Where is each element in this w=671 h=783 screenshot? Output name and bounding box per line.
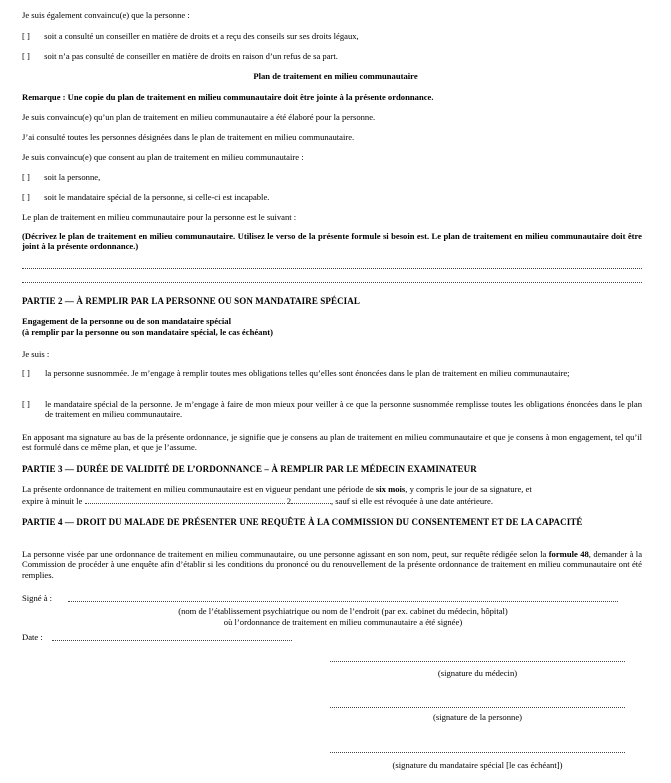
part2-subheading-note: (à remplir par la personne ou son mandataire spécial, le cas échéant) [22,327,273,337]
part2-agent-option: le mandataire spécial de la personne. Je m’engage à faire de mon mieux pour veiller à ce que la personne susnommée remplisse toutes les obligations énoncées dans le plan de traitement en milieu communautaire. [45,399,642,420]
expiry-year-field[interactable] [291,496,331,504]
plan-title: Plan de traitement en milieu communautaire [253,71,418,81]
expiry-date-field[interactable] [85,496,285,504]
checkbox[interactable]: [ ] [22,368,30,378]
part2-person-option: la personne susnommée. Je m’engage à remplir toutes mes obligations telles qu’elles sont énoncées dans le plan de traitement en milieu communautaire; [45,368,570,378]
form-48-reference: formule 48 [548,549,589,559]
consent-agent-option [22,192,269,202]
person-signature-field[interactable] [330,707,625,708]
signed-at-label: Signé à : [22,593,53,603]
validity-period: six mois [375,484,406,494]
part3-heading: PARTIE 3 — DURÉE DE VALIDITÉ DE L’ORDONNANCE – À REMPLIR PAR LE MÉDECIN EXAMINATEUR [22,464,477,474]
i-am-text: Je suis : [22,349,50,359]
expiry-text-end: , sauf si elle est révoquée à une date antérieure. [330,496,493,506]
person-signature-caption: (signature de la personne) [432,712,522,722]
doctor-signature-caption: (signature du médecin) [437,668,518,678]
part4-heading: PARTIE 4 — DROIT DU MALADE DE PRÉSENTER UNE REQUÊTE À LA COMMISSION DU CONSENTEMENT ET DE LA CAPACITÉ [22,517,583,527]
plan-description-line-2[interactable] [22,282,642,283]
checkbox[interactable]: [ ] [22,172,30,182]
validity-text-end: , y compris le jour de sa signature, et [405,484,532,494]
doctor-signature-field[interactable] [330,661,625,662]
part2-subheading: Engagement de la personne ou de son mandataire spécial [22,316,231,326]
plan-elaborated-text: Je suis convaincu(e) qu’un plan de traitement en milieu communautaire a été élaboré pour la personne. [22,112,376,122]
expiry-year-prefix: 2 [286,496,291,506]
not-consulted-option [22,51,338,61]
part2-signing-text: En apposant ma signature au bas de la présente ordonnance, je signifie que je consens au plan de traitement en milieu communautaire et que je consens à mon engagement, tel qu’il est formulé dans ce même plan, et que je l’assume. [22,432,642,453]
plan-remark: Remarque : Une copie du plan de traitement en milieu communautaire doit être jointe à la présente ordonnance. [22,92,434,102]
part2-agent-checkbox-row [22,399,42,409]
consent-agent-label: soit le mandataire spécial de la personne, si celle-ci est incapable. [44,192,270,202]
part4-text [22,549,642,580]
plan-describe-instruction: (Décrivez le plan de traitement en milieu communautaire. Utilisez le verso de la présente formule si besoin est. Le plan de traitement en milieu communautaire doit être joint à la présente ordonnance.) [22,231,642,252]
place-caption-line-2: où l’ordonnance de traitement en milieu communautaire a été signée) [223,617,463,627]
part2-heading: PARTIE 2 — À REMPLIR PAR LA PERSONNE OU SON MANDATAIRE SPÉCIAL [22,296,360,306]
agent-signature-field[interactable] [330,752,625,753]
checkbox[interactable]: [ ] [22,31,30,41]
convinced-also-text: Je suis également convaincu(e) que la personne : [22,10,190,20]
consent-person-label: soit la personne, [44,172,101,182]
part4-text-a: La personne visée par une ordonnance de traitement en milieu communautaire, ou une personne agissant en son nom, peut, sur requête rédigée selon la [22,549,549,559]
checkbox[interactable]: [ ] [22,399,30,409]
part3-line-1 [22,484,532,494]
consulted-option-label: soit a consulté un conseiller en matière de droits et a reçu des conseils sur ses droits légaux, [44,31,359,41]
plan-is-text: Le plan de traitement en milieu communautaire pour la personne est le suivant : [22,212,297,222]
consent-intro-text: Je suis convaincu(e) que consent au plan de traitement en milieu communautaire : [22,152,304,162]
checkbox[interactable]: [ ] [22,51,30,61]
signed-at-field[interactable] [68,601,618,602]
part3-line-2 [22,496,493,506]
date-field[interactable] [52,640,292,641]
part4-text-c: , demander à la Commission de procéder à une enquête afin d’établir si les conditions du prononcé ou du renouvellement de la présente ordonnance de traitement en milieu communautaire ont été remplies. [22,549,643,580]
agent-signature-caption: (signature du mandataire spécial [le cas échéant]) [392,760,563,770]
consent-person-option [22,172,100,182]
plan-description-line-1[interactable] [22,268,642,269]
consulted-all-text: J’ai consulté toutes les personnes désignées dans le plan de traitement en milieu communautaire. [22,132,355,142]
validity-text: La présente ordonnance de traitement en milieu communautaire est en vigueur pendant une période de [22,484,376,494]
expiry-label: expire à minuit le [22,496,83,506]
part2-person-checkbox-row [22,368,42,378]
consulted-option [22,31,359,41]
date-label: Date : [22,632,43,642]
not-consulted-option-label: soit n’a pas consulté de conseiller en matière de droits en raison d’un refus de sa part. [44,51,338,61]
checkbox[interactable]: [ ] [22,192,30,202]
place-caption-line-1: (nom de l’établissement psychiatrique ou nom de l’endroit (par ex. cabinet du médecin, hôpital) [178,606,508,616]
